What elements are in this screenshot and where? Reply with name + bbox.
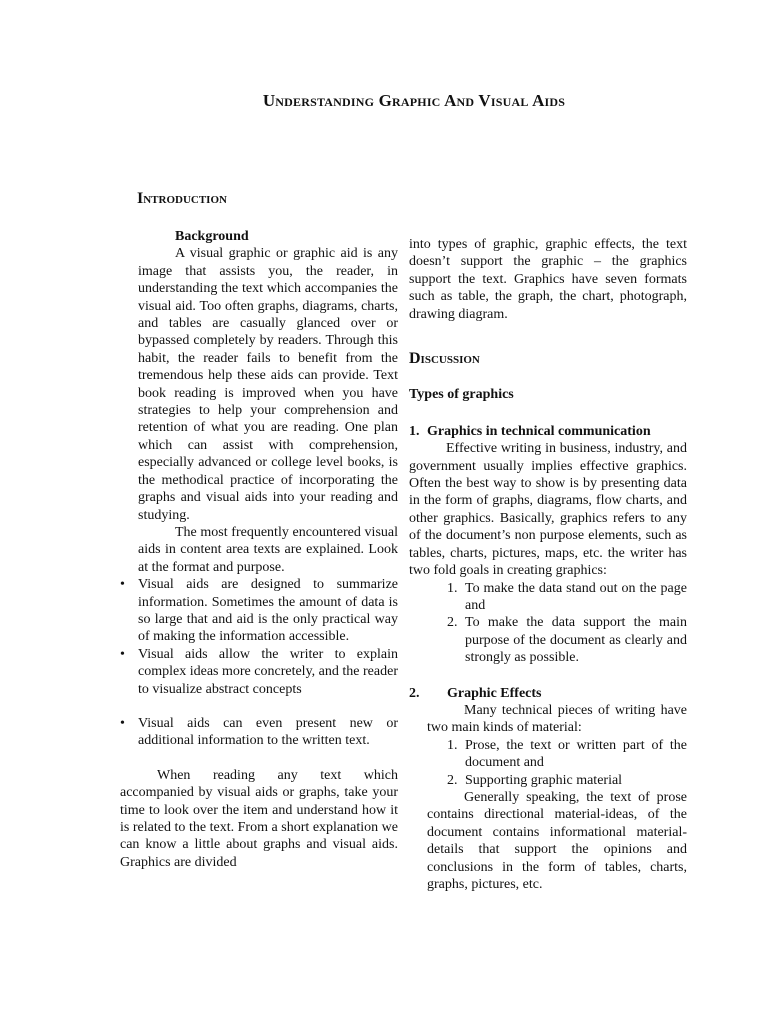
list-text: Supporting graphic material <box>465 772 623 788</box>
section-1-paragraph: Effective writing in business, industry, and government usually implies effective graphics. Often the best way to show is by presenting data in the form of graphs, diagrams, flow charts, and other graphics. Basically, graphics refers to any of the document’s non purpose elements, such as tables, charts, pictures, maps, etc. the writer has two fold goals in creating graphics: <box>409 441 687 579</box>
visual-aids-bullet-list <box>120 576 398 750</box>
background-subheading: Background <box>175 229 249 244</box>
section-2-heading <box>409 685 687 702</box>
reading-paragraph: When reading any text which accompanied by visual aids or graphs, take your time to look over the item and understand how it is related to the text. From a short explanation we can know a little about graphs and visual aids. Graphics are divided <box>120 767 398 870</box>
bullet-item: • Visual aids can even present new or additional information to the written text. <box>120 715 398 750</box>
section-2-paragraph: Many technical pieces of writing have two main kinds of material: <box>427 702 687 736</box>
list-number: 1. <box>447 580 458 596</box>
types-of-graphics-subheading: Types of graphics <box>409 387 514 403</box>
section-number: 1. <box>409 423 420 439</box>
discussion-heading: Discussion <box>409 350 480 368</box>
section-title: Graphic Effects <box>447 685 542 701</box>
section-1-list <box>447 580 687 667</box>
section-2-paragraph-2: Generally speaking, the text of prose contains directional material-ideas, of the document contains informational material-details that support the opinions and conclusions in the form of tables, charts, graphs, pictures, etc. <box>427 789 687 892</box>
list-number: 2. <box>447 615 458 631</box>
bullet-item: • Visual aids are designed to summarize information. Sometimes the amount of data is so large that and aid is the only practical way of making the information accessible. <box>120 576 398 646</box>
background-paragraph-2: The most frequently encountered visual aids in content area texts are explained. Look at the format and purpose. <box>138 524 398 575</box>
list-item <box>447 737 687 772</box>
reading-paragraph-continued: into types of graphic, graphic effects, the text doesn’t support the graphic – the graphics support the text. Graphics have seven formats such as table, the graph, the chart, photograph, drawing diagram. <box>409 237 687 322</box>
background-paragraph-1: A visual graphic or graphic aid is any image that assists you, the reader, in understanding the text which accompanies the visual aid. Too often graphs, diagrams, charts, and tables are casually glanced over or bypassed completely by readers. Through this habit, the reader fails to benefit from the tremendous help these aids can provide. Text book reading is improved when you have strategies to help your comprehension and retention of what you are reading. One plan which can assist with comprehension, especially advanced or college level books, is the methodical practice of incorporating the graphs and visual aids into your reading and studying. <box>138 246 398 523</box>
introduction-heading: Introduction <box>137 190 227 207</box>
section-number: 2. <box>409 685 420 701</box>
section-2-list <box>447 737 687 789</box>
page-title: Understanding Graphic And Visual Aids <box>262 91 566 110</box>
list-text: To make the data stand out on the page and <box>465 580 687 613</box>
list-number: 1. <box>447 737 458 753</box>
list-item <box>447 580 687 615</box>
list-number: 2. <box>447 772 458 788</box>
list-item <box>447 614 687 666</box>
left-column <box>120 228 398 871</box>
section-1-heading <box>409 423 687 440</box>
list-text: Prose, the text or written part of the document and <box>465 737 687 771</box>
section-title: Graphics in technical communication <box>427 423 651 439</box>
bullet-item: • Visual aids allow the writer to explain complex ideas more concretely, and the reader to visualize abstract concepts <box>120 646 398 698</box>
right-column <box>409 236 687 893</box>
list-item <box>447 772 687 789</box>
list-text: To make the data support the main purpose of the document as clearly and strongly as possible. <box>465 615 687 666</box>
